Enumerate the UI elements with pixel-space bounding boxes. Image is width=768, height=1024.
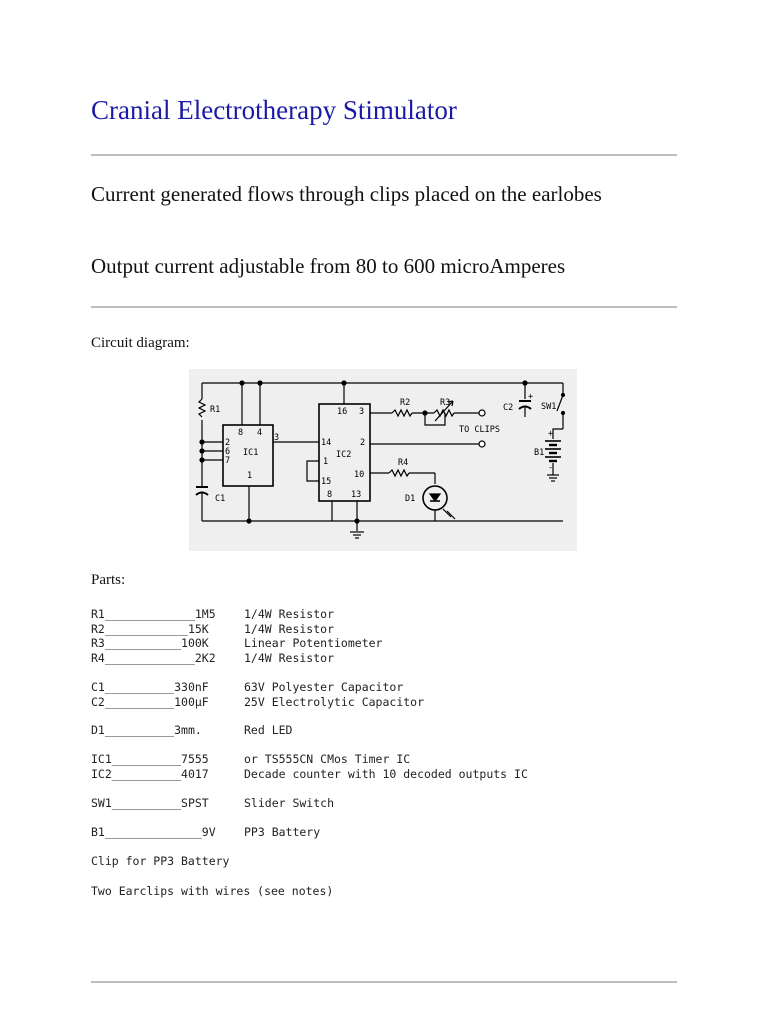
ic2-pin-10: 10 xyxy=(354,470,365,480)
junction-dot xyxy=(342,381,346,385)
junction-dot xyxy=(247,519,251,523)
junction-dot xyxy=(240,381,244,385)
horizontal-rule xyxy=(91,154,677,156)
ic1-pin-1: 1 xyxy=(247,471,253,481)
part-ref: R1 xyxy=(91,607,105,621)
part-fill: _____________ xyxy=(104,607,195,621)
part-value: 330nF xyxy=(174,680,209,694)
to-clips-label: TO CLIPS xyxy=(459,425,500,435)
clip-terminal xyxy=(479,441,485,447)
part-desc: Slider Switch xyxy=(244,796,335,810)
circuit-schematic xyxy=(189,369,577,551)
part-desc: or TS555CN CMos Timer IC xyxy=(244,752,411,766)
b1-label: B1 xyxy=(534,448,545,458)
part-desc: Linear Potentiometer xyxy=(244,636,383,650)
part-row xyxy=(91,825,320,840)
part-row xyxy=(91,651,382,666)
parts-group-led xyxy=(91,723,292,738)
part-row xyxy=(91,636,382,651)
ic1-pin-2: 2 xyxy=(225,438,231,448)
d1-label: D1 xyxy=(405,494,416,504)
parts-group-resistors xyxy=(91,607,382,665)
ic1-label: IC1 xyxy=(243,448,259,458)
led-d1-symbol xyxy=(430,494,440,501)
clip-terminal xyxy=(479,410,485,416)
circuit-diagram-label: Circuit diagram: xyxy=(91,335,190,351)
ic2-label: IC2 xyxy=(336,450,352,460)
part-ref: R4 xyxy=(91,650,105,665)
ic1-pin-6: 6 xyxy=(225,447,231,457)
part-fill: __________ xyxy=(104,723,175,737)
part-value: 9V xyxy=(201,825,216,839)
ic2-pin-14: 14 xyxy=(321,438,332,448)
horizontal-rule xyxy=(91,306,677,308)
part-value: 4017 xyxy=(181,766,209,781)
part-fill: ___________ xyxy=(104,636,182,650)
part-value: 3mm. xyxy=(174,723,202,737)
ic1-pin-7: 7 xyxy=(225,456,231,466)
part-desc: 1/4W Resistor xyxy=(244,607,335,621)
switch-sw1-symbol xyxy=(557,395,563,411)
part-row xyxy=(91,607,382,622)
intro-paragraph: Current generated flows through clips placed on the earlobes xyxy=(91,182,602,206)
c2-plus-label: + xyxy=(528,392,534,402)
parts-group-switch xyxy=(91,796,334,811)
intro-paragraph: Output current adjustable from 80 to 600 microAmperes xyxy=(91,254,566,278)
r1-label: R1 xyxy=(210,405,221,415)
r4-label: R4 xyxy=(398,458,409,468)
ic2-pin-8: 8 xyxy=(327,490,333,500)
part-value: 7555 xyxy=(181,752,209,766)
ic1-pin-8: 8 xyxy=(238,428,244,438)
part-fill: __________ xyxy=(111,796,182,810)
part-ref: SW1 xyxy=(91,796,112,810)
b1-plus-label: + xyxy=(548,429,554,439)
part-value: 2K2 xyxy=(194,650,216,665)
part-ref: IC1 xyxy=(91,752,112,766)
resistor-r2-symbol xyxy=(392,410,412,416)
parts-group-ics xyxy=(91,752,528,781)
part-value: 100K xyxy=(181,636,209,650)
part-row xyxy=(91,680,424,695)
parts-note: Clip for PP3 Battery xyxy=(91,854,230,868)
part-ref: R2 xyxy=(91,621,105,636)
part-fill: __________ xyxy=(104,694,175,709)
ic2-pin-2: 2 xyxy=(360,438,366,448)
wire xyxy=(553,429,563,439)
part-fill: _____________ xyxy=(104,650,195,665)
part-ref: C2 xyxy=(91,694,105,709)
ic1-pin-3: 3 xyxy=(274,433,280,443)
parts-label: Parts: xyxy=(91,572,126,588)
parts-group-capacitors xyxy=(91,680,424,709)
part-row xyxy=(91,622,382,637)
ic2-pin-16: 16 xyxy=(337,407,348,417)
page-title: Cranial Electrotherapy Stimulator xyxy=(91,95,457,125)
ic1-pin-4: 4 xyxy=(257,428,263,438)
wire xyxy=(425,413,445,425)
horizontal-rule xyxy=(91,981,677,983)
led-light-arrows xyxy=(443,509,455,519)
part-fill: ____________ xyxy=(104,621,188,636)
r2-label: R2 xyxy=(400,398,411,408)
resistor-r4-symbol xyxy=(389,470,409,476)
ic2-pin-1: 1 xyxy=(323,457,329,467)
part-row xyxy=(91,695,424,710)
wire xyxy=(307,461,319,481)
part-value: SPST xyxy=(181,796,209,810)
part-fill: __________ xyxy=(111,766,182,781)
r3-label: R3 xyxy=(440,398,451,408)
part-desc: Red LED xyxy=(244,723,293,737)
part-ref: R3 xyxy=(91,636,105,650)
parts-note: Two Earclips with wires (see notes) xyxy=(91,884,334,898)
part-desc: 63V Polyester Capacitor xyxy=(244,680,404,694)
ic2-pin-15: 15 xyxy=(321,477,332,487)
part-row xyxy=(91,752,528,767)
part-fill: __________ xyxy=(111,752,182,766)
parts-group-battery xyxy=(91,825,320,840)
part-ref: B1 xyxy=(91,825,105,839)
part-desc: 25V Electrolytic Capacitor xyxy=(244,694,425,709)
part-row xyxy=(91,723,292,738)
part-value: 100µF xyxy=(174,694,209,709)
switch-sw1-symbol xyxy=(562,394,565,397)
part-row xyxy=(91,796,334,811)
part-ref: C1 xyxy=(91,680,105,694)
resistor-r1-symbol xyxy=(199,399,205,417)
part-desc: Decade counter with 10 decoded outputs IC xyxy=(244,766,528,781)
part-value: 1M5 xyxy=(194,607,216,621)
c1-label: C1 xyxy=(215,494,226,504)
junction-dot xyxy=(258,381,262,385)
part-ref: D1 xyxy=(91,723,105,737)
b1-minus-label: - xyxy=(548,463,554,473)
part-desc: 1/4W Resistor xyxy=(244,621,335,636)
sw1-label: SW1 xyxy=(541,402,557,412)
part-desc: PP3 Battery xyxy=(244,825,321,839)
part-ref: IC2 xyxy=(91,766,112,781)
ic2-pin-13: 13 xyxy=(351,490,362,500)
ic2-pin-3: 3 xyxy=(359,407,365,417)
c2-label: C2 xyxy=(503,403,514,413)
part-row xyxy=(91,767,528,782)
part-desc: 1/4W Resistor xyxy=(244,650,335,665)
part-value: 15K xyxy=(187,621,209,636)
part-fill: __________ xyxy=(104,680,175,694)
part-fill: ______________ xyxy=(104,825,202,839)
